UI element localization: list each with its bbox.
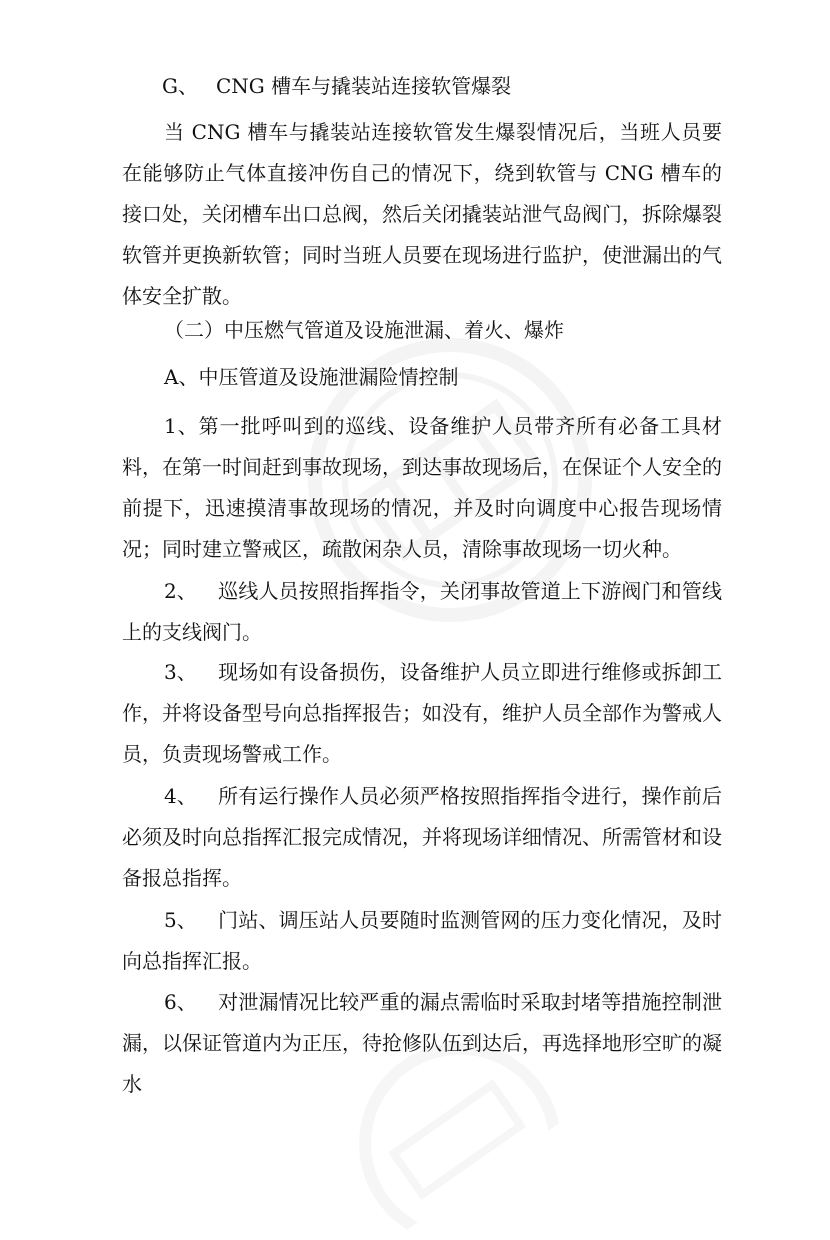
item-number: 6、 <box>164 990 197 1014</box>
section-g-body: 当 CNG 槽车与撬装站连接软管发生爆裂情况后，当班人员要在能够防止气体直接冲伤自己的情况下，绕到软管与 CNG 槽车的接口处，关闭槽车出口总阀，然后关闭撬装站泄气岛阀门，拆除爆裂软管并更换新软管；同时当班人员要在现场进行监护，使泄漏出的气体安全扩散。 <box>122 120 722 308</box>
list-item <box>122 652 722 775</box>
item-text: 门站、调压站人员要随时监测管网的压力变化情况，及时向总指挥汇报。 <box>122 908 722 973</box>
item-text: 第一批呼叫到的巡线、设备维护人员带齐所有必备工具材料，在第一时间赶到事故现场，到达事故现场后，在保证个人安全的前提下，迅速摸清事故现场的情况，并及时向调度中心报告现场情况；同时建立警戒区，疏散闲杂人员，清除事故现场一切火种。 <box>122 414 722 561</box>
list-item <box>122 900 722 982</box>
section-a-title: A、中压管道及设施泄漏险情控制 <box>164 365 459 389</box>
item-number: 5、 <box>164 908 197 932</box>
section-2-title: （二）中压燃气管道及设施泄漏、着火、爆炸 <box>164 318 564 342</box>
item-number: 3、 <box>164 660 197 684</box>
section-g-label: G、 <box>162 74 198 98</box>
item-text: 所有运行操作人员必须严格按照指挥指令进行，操作前后必须及时向总指挥汇报完成情况，并将现场详细情况、所需管材和设备报总指挥。 <box>122 784 722 890</box>
item-text: 现场如有设备损伤，设备维护人员立即进行维修或拆卸工作，并将设备型号向总指挥报告；如没有，维护人员全部作为警戒人员，负责现场警戒工作。 <box>122 660 722 766</box>
item-text: 对泄漏情况比较严重的漏点需临时采取封堵等措施控制泄漏，以保证管道内为正压，待抢修队伍到达后，再选择地形空旷的凝水 <box>122 990 722 1096</box>
section-g-title: CNG 槽车与撬装站连接软管爆裂 <box>216 74 512 98</box>
item-number: 2、 <box>164 579 197 603</box>
section-g-heading <box>162 66 762 107</box>
item-text: 巡线人员按照指挥指令，关闭事故管道上下游阀门和管线上的支线阀门。 <box>122 579 722 644</box>
list-item <box>122 571 722 653</box>
list-item <box>122 776 722 899</box>
list-item <box>122 982 722 1105</box>
item-number: 1、 <box>164 414 199 438</box>
list-item <box>122 406 722 570</box>
item-number: 4、 <box>164 784 197 808</box>
